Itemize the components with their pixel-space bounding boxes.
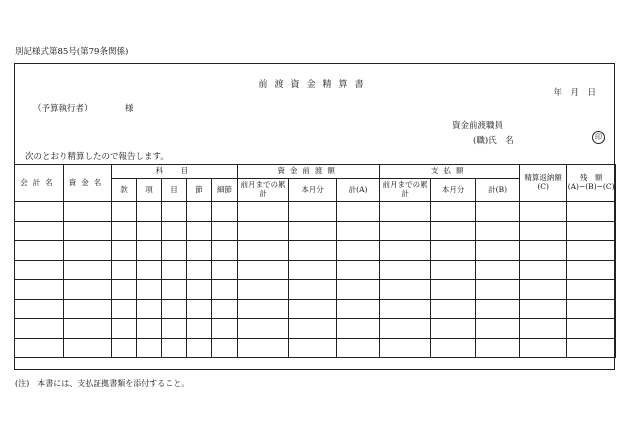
table-cell[interactable] xyxy=(380,299,431,319)
table-cell[interactable] xyxy=(337,260,380,280)
budget-officer-label: （予算執行者） xyxy=(33,104,93,114)
table-body xyxy=(15,202,616,358)
header-kou: 項 xyxy=(137,179,162,202)
table-cell[interactable] xyxy=(289,319,337,339)
table-cell[interactable] xyxy=(567,299,616,319)
header-shikin: 資金名 xyxy=(64,165,112,202)
form-label: 別記様式第85号(第79条関係) xyxy=(15,47,129,57)
table-cell[interactable] xyxy=(187,241,212,261)
table-row xyxy=(15,280,616,300)
table-cell[interactable] xyxy=(137,260,162,280)
table-cell[interactable] xyxy=(431,221,476,241)
table-cell[interactable] xyxy=(137,299,162,319)
document-title: 前渡資金精算書 xyxy=(258,80,371,90)
table-cell[interactable] xyxy=(520,299,567,319)
table-cell[interactable] xyxy=(112,299,137,319)
table-cell[interactable] xyxy=(112,280,137,300)
table-cell[interactable] xyxy=(112,319,137,339)
table-cell[interactable] xyxy=(162,241,187,261)
table-cell[interactable] xyxy=(187,299,212,319)
table-cell[interactable] xyxy=(289,280,337,300)
honorific: 様 xyxy=(125,104,134,114)
table-cell[interactable] xyxy=(380,338,431,358)
name-label: (職)氏 名 xyxy=(473,136,514,146)
header-this-month-a: 本月分 xyxy=(289,179,337,202)
table-cell[interactable] xyxy=(431,319,476,339)
table-cell[interactable] xyxy=(520,319,567,339)
table-cell[interactable] xyxy=(289,241,337,261)
table-cell[interactable] xyxy=(476,299,520,319)
table-cell[interactable] xyxy=(337,241,380,261)
form-frame xyxy=(14,63,615,370)
table-cell[interactable] xyxy=(187,280,212,300)
table-cell[interactable] xyxy=(476,338,520,358)
table-cell[interactable] xyxy=(137,338,162,358)
table-cell[interactable] xyxy=(431,299,476,319)
table-cell[interactable] xyxy=(567,221,616,241)
table-cell[interactable] xyxy=(520,338,567,358)
table-cell[interactable] xyxy=(476,280,520,300)
table-cell[interactable] xyxy=(137,280,162,300)
table-cell[interactable] xyxy=(187,319,212,339)
header-maewatashi: 資金前渡額 xyxy=(238,165,380,179)
table-cell[interactable] xyxy=(15,338,64,358)
date-line: 年 月 日 xyxy=(553,88,596,98)
table-cell[interactable] xyxy=(238,299,289,319)
header-this-month-b: 本月分 xyxy=(431,179,476,202)
table-cell[interactable] xyxy=(187,338,212,358)
table-cell[interactable] xyxy=(520,241,567,261)
table-cell[interactable] xyxy=(238,241,289,261)
table-cell[interactable] xyxy=(137,221,162,241)
table-cell[interactable] xyxy=(476,202,520,222)
footnote: (注) 本書には、支払証拠書類を添付すること。 xyxy=(15,379,190,388)
table-cell[interactable] xyxy=(431,241,476,261)
table-cell[interactable] xyxy=(289,202,337,222)
table-cell[interactable] xyxy=(520,202,567,222)
table-cell[interactable] xyxy=(162,202,187,222)
table-cell[interactable] xyxy=(238,338,289,358)
table-cell[interactable] xyxy=(289,260,337,280)
table-cell[interactable] xyxy=(476,260,520,280)
table-row xyxy=(15,299,616,319)
table-cell[interactable] xyxy=(212,280,238,300)
table-row xyxy=(15,202,616,222)
table-cell[interactable] xyxy=(15,280,64,300)
table-cell[interactable] xyxy=(567,202,616,222)
table-cell[interactable] xyxy=(380,241,431,261)
table-cell[interactable] xyxy=(476,319,520,339)
table-cell[interactable] xyxy=(162,221,187,241)
table-cell[interactable] xyxy=(567,319,616,339)
table-cell[interactable] xyxy=(15,260,64,280)
table-cell[interactable] xyxy=(238,221,289,241)
table-cell[interactable] xyxy=(15,241,64,261)
table-cell[interactable] xyxy=(567,280,616,300)
table-cell[interactable] xyxy=(289,221,337,241)
header-zandaka-cell xyxy=(567,165,616,202)
table-cell[interactable] xyxy=(64,221,112,241)
table-cell[interactable] xyxy=(112,260,137,280)
table-cell[interactable] xyxy=(64,299,112,319)
header-total-a: 計(A) xyxy=(337,179,380,202)
table-cell[interactable] xyxy=(567,338,616,358)
table-cell[interactable] xyxy=(64,202,112,222)
header-kamoku: 科 目 xyxy=(112,165,238,179)
table-cell[interactable] xyxy=(212,202,238,222)
table-row xyxy=(15,260,616,280)
table-row xyxy=(15,241,616,261)
table-cell[interactable] xyxy=(162,299,187,319)
table-cell[interactable] xyxy=(476,221,520,241)
table-cell[interactable] xyxy=(337,338,380,358)
header-kaikei: 会計名 xyxy=(15,165,64,202)
table-cell[interactable] xyxy=(162,338,187,358)
table-cell[interactable] xyxy=(137,202,162,222)
header-zandaka: 残 額 xyxy=(579,173,603,183)
table-cell[interactable] xyxy=(15,319,64,339)
settlement-table xyxy=(14,164,616,358)
table-cell[interactable] xyxy=(520,260,567,280)
table-cell[interactable] xyxy=(337,202,380,222)
table-cell[interactable] xyxy=(112,338,137,358)
table-cell[interactable] xyxy=(289,299,337,319)
header-setsu: 節 xyxy=(187,179,212,202)
header-saisetsu: 細節 xyxy=(212,179,238,202)
table-cell[interactable] xyxy=(15,221,64,241)
table-cell[interactable] xyxy=(567,260,616,280)
table-cell[interactable] xyxy=(238,319,289,339)
seal-icon: 印 xyxy=(592,131,605,144)
header-seisan: 精算返納額(C) xyxy=(520,165,567,202)
table-cell[interactable] xyxy=(337,299,380,319)
table-cell[interactable] xyxy=(162,280,187,300)
table-cell[interactable] xyxy=(431,280,476,300)
table-cell[interactable] xyxy=(520,280,567,300)
header-kan: 款 xyxy=(112,179,137,202)
table-cell[interactable] xyxy=(431,260,476,280)
table-cell[interactable] xyxy=(112,221,137,241)
staff-label: 資金前渡職員 xyxy=(452,121,504,131)
header-prev-total-b: 前月までの累計 xyxy=(380,179,431,202)
table-cell[interactable] xyxy=(212,221,238,241)
table-cell[interactable] xyxy=(337,280,380,300)
table-cell[interactable] xyxy=(64,260,112,280)
table-cell[interactable] xyxy=(337,221,380,241)
table-cell[interactable] xyxy=(64,319,112,339)
table-cell[interactable] xyxy=(15,202,64,222)
table-cell[interactable] xyxy=(112,202,137,222)
table-cell[interactable] xyxy=(567,241,616,261)
table-cell[interactable] xyxy=(162,319,187,339)
table-cell[interactable] xyxy=(64,241,112,261)
table-cell[interactable] xyxy=(238,202,289,222)
table-cell[interactable] xyxy=(212,338,238,358)
table-cell[interactable] xyxy=(212,299,238,319)
table-cell[interactable] xyxy=(212,260,238,280)
table-cell[interactable] xyxy=(187,221,212,241)
table-row xyxy=(15,338,616,358)
table-cell[interactable] xyxy=(431,338,476,358)
table-cell[interactable] xyxy=(289,338,337,358)
header-total-b: 計(B) xyxy=(476,179,520,202)
table-cell[interactable] xyxy=(337,319,380,339)
table-cell[interactable] xyxy=(238,280,289,300)
table-cell[interactable] xyxy=(520,221,567,241)
table-row xyxy=(15,221,616,241)
table-cell[interactable] xyxy=(64,338,112,358)
header-moku: 目 xyxy=(162,179,187,202)
table-cell[interactable] xyxy=(212,241,238,261)
table-cell[interactable] xyxy=(380,319,431,339)
table-cell[interactable] xyxy=(212,319,238,339)
table-cell[interactable] xyxy=(15,299,64,319)
table-cell[interactable] xyxy=(162,260,187,280)
header-zandaka-formula: (A)−(B)−(C) xyxy=(567,182,615,191)
table-cell[interactable] xyxy=(380,280,431,300)
report-text: 次のとおり精算したので報告します。 xyxy=(25,152,169,162)
table-cell[interactable] xyxy=(137,241,162,261)
table-cell[interactable] xyxy=(238,260,289,280)
table-cell[interactable] xyxy=(64,280,112,300)
table-cell[interactable] xyxy=(431,202,476,222)
table-cell[interactable] xyxy=(112,241,137,261)
table-cell[interactable] xyxy=(380,202,431,222)
table-cell[interactable] xyxy=(476,241,520,261)
table-cell[interactable] xyxy=(187,202,212,222)
table-cell[interactable] xyxy=(187,260,212,280)
table-cell[interactable] xyxy=(137,319,162,339)
table-cell[interactable] xyxy=(380,221,431,241)
table-cell[interactable] xyxy=(380,260,431,280)
table-row xyxy=(15,319,616,339)
header-prev-total-a: 前月までの累計 xyxy=(238,179,289,202)
header-shiharai: 支払額 xyxy=(380,165,520,179)
